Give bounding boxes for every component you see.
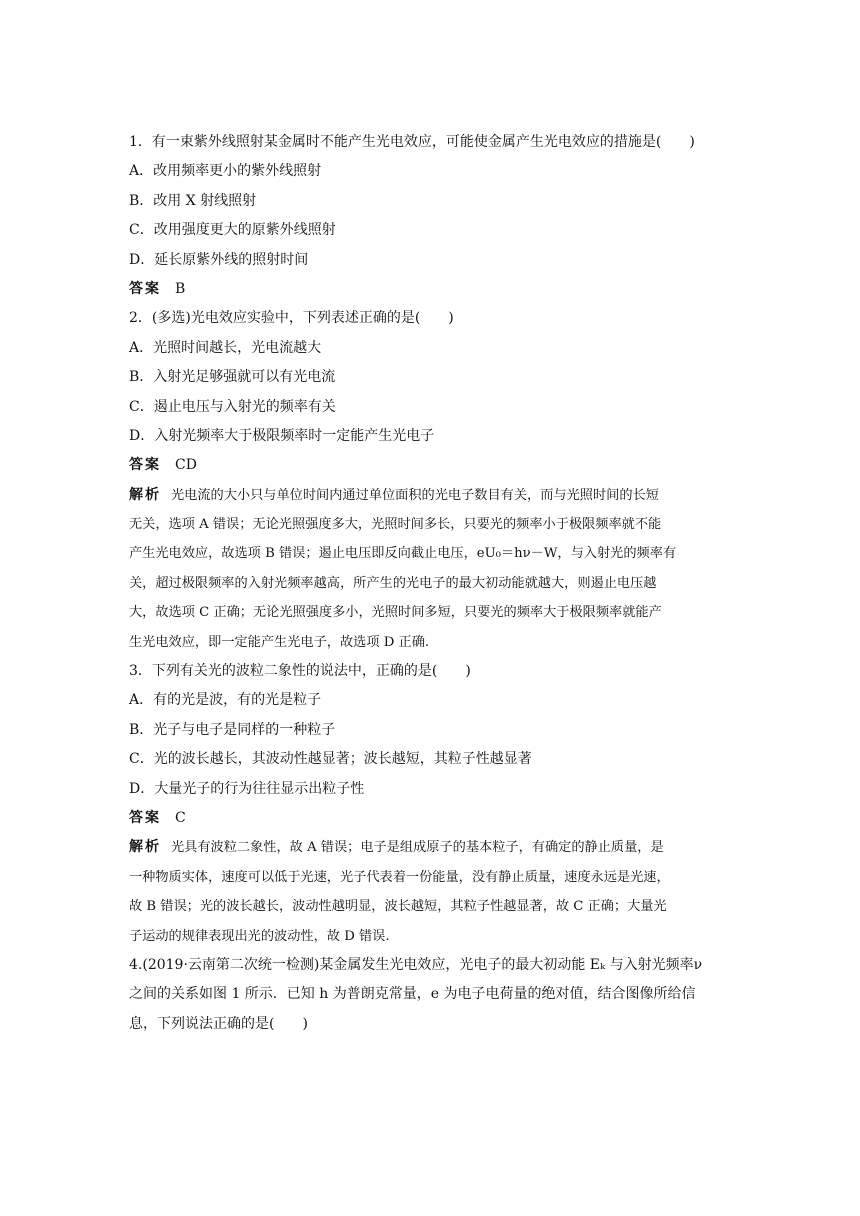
q1-option-c: C．改用强度更大的原紫外线照射 (129, 222, 336, 239)
q2-explanation (129, 481, 739, 657)
q1-option-d: D．延长原紫外线的照射时间 (129, 251, 309, 268)
q1-answer-label: 答案 (129, 280, 161, 297)
q2-explanation-line: 光电流的大小只与单位时间内通过单位面积的光电子数目有关，而与光照时间的长短 (171, 487, 659, 503)
q3-stem: 3．下列有关光的波粒二象性的说法中，正确的是( ) (129, 663, 471, 680)
document-page (129, 128, 739, 1039)
q2-option-d: D．入射光频率大于极限频率时一定能产生光电子 (129, 427, 435, 444)
q2-option-a: A．光照时间越长，光电流越大 (129, 339, 322, 356)
q2-answer-label: 答案 (129, 457, 161, 474)
q2-explanation-line: 大，故选项 C 正确；无论光照强度多小，光照时间多短，只要光的频率大于极限频率就能产 (129, 605, 662, 621)
q1-answer-value: B (175, 280, 186, 297)
q2-option-b: B．入射光足够强就可以有光电流 (129, 369, 336, 386)
q2-answer-value: CD (175, 457, 197, 474)
q3-explanation-line: 一种物质实体，速度可以低于光速，光子代表着一份能量，没有静止质量，速度永远是光速， (129, 869, 670, 885)
q3-explanation (129, 833, 739, 951)
q3-explanation-line: 故 B 错误；光的波长越长，波动性越明显，波长越短，其粒子性越显著，故 C 正确；大量光 (129, 899, 667, 915)
q2-explanation-line: 无关，选项 A 错误；无论光照强度多大，光照时间多长，只要光的频率小于极限频率就不能 (129, 517, 662, 533)
q4-stem-line: 4.(2019·云南第二次统一检测)某金属发生光电效应，光电子的最大初动能 Eₖ 与入射光频率ν (129, 956, 703, 973)
q3-option-a: A．有的光是波，有的光是粒子 (129, 692, 322, 709)
q3-answer-value: C (175, 809, 186, 826)
q2-explanation-label: 解析 (129, 486, 161, 503)
q1-option-a: A．改用频率更小的紫外线照射 (129, 163, 322, 180)
q2-explanation-line: 关，超过极限频率的入射光频率越高，所产生的光电子的最大初动能就越大，则遏止电压越 (129, 575, 657, 591)
q1-answer-row (129, 275, 739, 304)
q3-explanation-line: 光具有波粒二象性，故 A 错误；电子是组成原子的基本粒子，有确定的静止质量，是 (171, 840, 664, 856)
q3-explanation-label: 解析 (129, 839, 161, 856)
q1-stem: 1．有一束紫外线照射某金属时不能产生光电效应，可能使金属产生光电效应的措施是( ) (129, 134, 695, 150)
q3-answer-label: 答案 (129, 809, 161, 826)
q3-explanation-line: 子运动的规律表现出光的波动性，故 D 错误. (129, 928, 390, 944)
q4-stem-line: 息，下列说法正确的是( ) (129, 1015, 308, 1032)
q2-answer-row (129, 451, 739, 480)
q2-explanation-line: 生光电效应，即一定能产生光电子，故选项 D 正确. (129, 634, 430, 650)
q2-stem: 2．(多选)光电效应实验中，下列表述正确的是( ) (129, 310, 454, 327)
q3-option-d: D．大量光子的行为往往显示出粒子性 (129, 780, 365, 797)
q3-option-b: B．光子与电子是同样的一种粒子 (129, 721, 336, 738)
q4-stem (129, 951, 739, 1039)
q3-option-c: C．光的波长越长，其波动性越显著；波长越短，其粒子性越显著 (129, 751, 532, 768)
q2-option-c: C．遏止电压与入射光的频率有关 (129, 398, 336, 415)
q4-stem-line: 之间的关系如图 1 所示．已知 h 为普朗克常量，e 为电子电荷量的绝对值，结合图像所给信 (129, 986, 696, 1003)
q2-explanation-line: 产生光电效应，故选项 B 错误；遏止电压即反向截止电压，eU₀＝hν－W，与入射光的频率有 (129, 546, 677, 562)
q3-answer-row (129, 804, 739, 833)
q1-option-b: B．改用 X 射线照射 (129, 192, 257, 209)
